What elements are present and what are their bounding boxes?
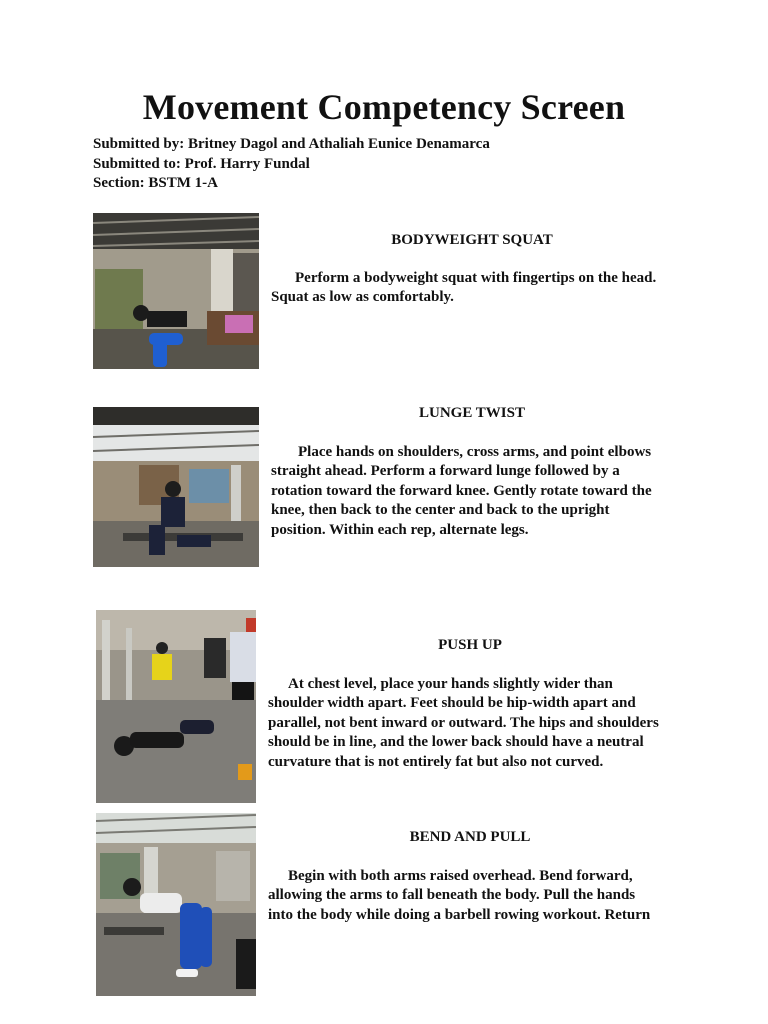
submitted-to: Submitted to: Prof. Harry Fundal [93,155,310,172]
exercise-description [271,443,691,540]
exercise-title: BODYWEIGHT SQUAT [391,232,553,248]
submitted-by: Submitted by: Britney Dagol and Athaliah Eunice Denamarca [93,136,490,152]
description-line [271,269,691,288]
squat-photo [93,213,259,369]
description-line: should be in line, and the lower back should have a neutral [268,734,644,751]
description-line [268,867,698,886]
description-line-text: At chest level, place your hands slightly wider than [288,676,613,692]
exercise-title: BEND AND PULL [409,829,531,845]
description-line: knee, then back to the center and back to the upright [271,502,610,519]
exercise-title: LUNGE TWIST [418,405,525,421]
description-line-text: Perform a bodyweight squat with fingertips on the head. [295,270,657,286]
push-up-photo [96,610,256,803]
section: Section: BSTM 1-A [93,175,218,191]
description-line: position. Within each rep, alternate legs. [271,521,529,538]
description-line-text: Begin with both arms raised overhead. Bend forward, [288,868,633,884]
description-line [268,675,698,694]
exercise-title: PUSH UP [438,637,502,653]
bend-and-pull-photo [96,813,256,996]
lunge-twist-photo [93,407,259,567]
description-line: allowing the arms to fall beneath the body. Pull the hands [268,887,636,904]
description-line-text: Place hands on shoulders, cross arms, and point elbows [298,444,652,460]
description-line [271,443,691,462]
document-title: Movement Competency Screen [142,87,626,127]
description-line: parallel, not bent inward or outward. The hips and shoulders [268,714,659,731]
description-line: rotation toward the forward knee. Gently rotate toward the [271,482,652,499]
description-line: shoulder width apart. Feet should be hip-width apart and [268,695,636,712]
exercise-description [271,269,691,308]
description-line: curvature that is not entirely fat but also not curved. [268,753,604,770]
exercise-description [268,867,698,925]
description-line: Squat as low as comfortably. [271,289,454,306]
description-line: into the body while doing a barbell rowing workout. Return [268,906,651,923]
description-line: straight ahead. Perform a forward lunge followed by a [271,463,620,480]
submission-info [93,135,490,194]
exercise-description [268,675,698,772]
